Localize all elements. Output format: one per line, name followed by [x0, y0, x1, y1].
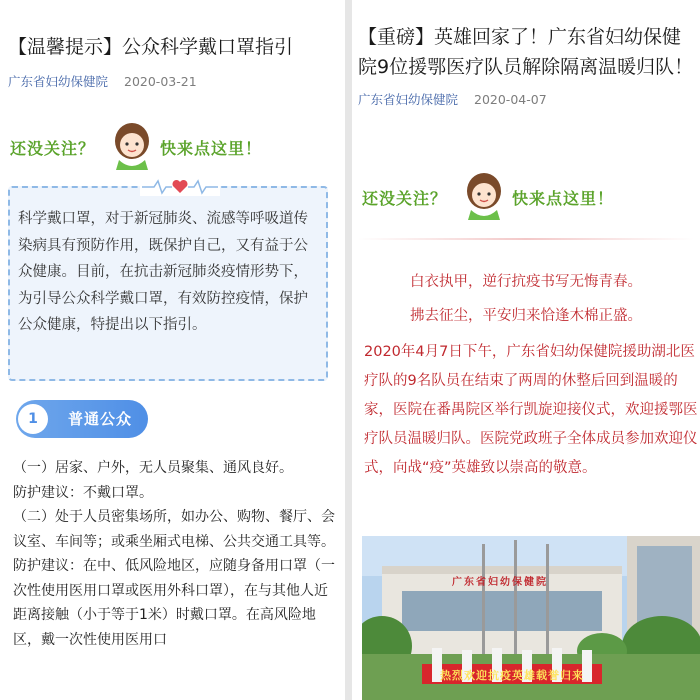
intro-text: 科学戴口罩，对于新冠肺炎、流感等呼吸道传染病具有预防作用，既保护自己，又有益于公众健康。目前，在抗击新冠肺炎疫情形势下，为引导公众科学戴口罩，有效防控疫情，保护公众健康，特提出以下指引。 — [18, 211, 308, 333]
article-title: 【重磅】英雄回家了！广东省妇幼保健院9位援鄂医疗队员解除隔离温暖归队！ — [358, 26, 694, 78]
follow-prompt-text: 还没关注？ — [362, 189, 448, 208]
article-date: 2020-04-07 — [474, 92, 547, 107]
article-lead-line: 白衣执甲，逆行抗疫书写无悔青春。 — [410, 274, 642, 290]
article-source-link[interactable]: 广东省妇幼保健院 — [8, 74, 109, 89]
article-lead-line: 拂去征尘，平安归来恰逢木棉正盛。 — [410, 308, 642, 324]
right-article-panel — [352, 0, 700, 700]
article-body: 2020年4月7日下午，广东省妇幼保健院援助湖北医疗队的9名队员在结束了两周的休整后回到温暖的家，医院在番禺院区举行凯旋迎接仪式，欢迎援鄂医疗队员温暖归队。医院党政班子全体成员参加欢迎仪式，向战“疫”英雄致以崇高的敬意。 — [364, 344, 698, 476]
section-number: 1 — [18, 404, 48, 434]
article-date: 2020-03-21 — [124, 74, 197, 89]
article-body — [13, 456, 338, 652]
article-meta — [358, 90, 696, 108]
welcome-banner-text: 热烈欢迎抗疫英雄载誉归来 — [440, 669, 584, 682]
article-title: 【温馨提示】公众科学戴口罩指引 — [8, 36, 294, 58]
follow-banner[interactable] — [8, 120, 338, 172]
panel-divider — [345, 0, 352, 700]
follow-banner[interactable] — [360, 170, 690, 222]
article-source-link[interactable]: 广东省妇幼保健院 — [358, 92, 459, 107]
follow-prompt-text: 还没关注？ — [10, 139, 96, 158]
cartoon-nurse-icon — [462, 170, 506, 220]
follow-cta-text: 快来点这里！ — [512, 189, 615, 208]
section-label: 普通公众 — [68, 410, 133, 428]
cartoon-nurse-icon — [110, 120, 154, 170]
paragraph: 防护建议：在中、低风险地区，应随身备用口罩（一次性使用医用口罩或医用外科口罩），在与其他人近距离接触（小于等于1米）时戴口罩。在高风险地区，戴一次性使用医用口 — [13, 558, 335, 648]
follow-cta-text: 快来点这里！ — [160, 139, 263, 158]
welcome-ceremony-photo — [362, 536, 700, 700]
paragraph: （一）居家、户外，无人员聚集、通风良好。 — [13, 460, 293, 476]
paragraph: 防护建议：不戴口罩。 — [13, 484, 153, 501]
article-meta — [8, 72, 343, 90]
decorative-line — [358, 238, 694, 240]
section-pill — [16, 400, 148, 438]
paragraph: （二）处于人员密集场所，如办公、购物、餐厅、会议室、车间等；或乘坐厢式电梯、公共交通工具等。 — [13, 509, 335, 550]
building-sign: 广东省妇幼保健院 — [452, 577, 548, 588]
left-article-panel — [0, 0, 345, 700]
heartbeat-icon — [140, 178, 220, 196]
